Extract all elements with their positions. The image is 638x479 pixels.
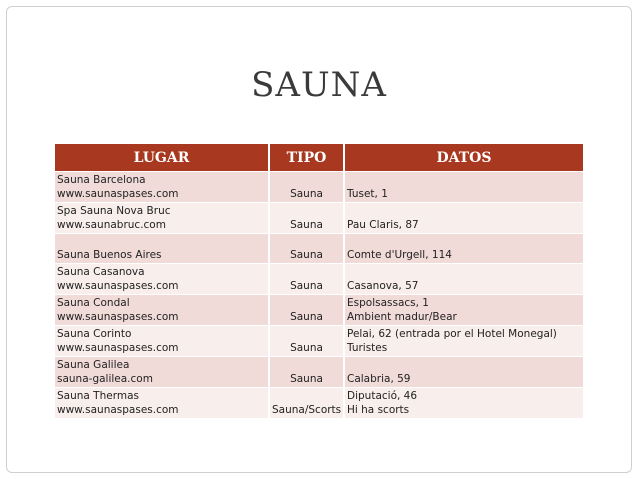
datos-note: Ambient madur/Bear [347,311,457,323]
lugar-name: Sauna Buenos Aires [57,249,162,261]
table-row [55,295,583,326]
cell-tipo: Sauna [269,172,344,203]
lugar-website: www.saunaspases.com [57,311,179,323]
lugar-name: Sauna Condal [57,297,130,309]
cell-tipo: Sauna [269,203,344,234]
cell-lugar [55,264,269,295]
header-datos: DATOS [344,144,583,172]
cell-datos [344,295,583,326]
cell-lugar [55,326,269,357]
slide-title: SAUNA [251,65,387,105]
cell-datos [344,234,583,264]
lugar-name: Sauna Corinto [57,328,132,340]
lugar-name: Sauna Galilea [57,359,130,371]
lugar-website: www.saunaspases.com [57,404,179,416]
datos-note: Turistes [347,342,388,354]
table-row [55,172,583,203]
datos-address: Tuset, 1 [347,188,388,200]
cell-lugar [55,295,269,326]
cell-datos [344,388,583,419]
table-header-row [55,144,583,172]
cell-datos [344,172,583,203]
cell-lugar [55,203,269,234]
cell-tipo: Sauna [269,357,344,388]
lugar-website: www.saunabruc.com [57,219,166,231]
cell-tipo: Sauna/Scorts [269,388,344,419]
header-tipo: TIPO [269,144,344,172]
lugar-website: sauna-galilea.com [57,373,153,385]
cell-lugar [55,357,269,388]
table-row [55,388,583,419]
cell-tipo: Sauna [269,326,344,357]
cell-datos [344,357,583,388]
datos-address: Calabria, 59 [347,373,411,385]
cell-tipo: Sauna [269,264,344,295]
datos-address: Comte d'Urgell, 114 [347,249,452,261]
table-row [55,326,583,357]
cell-lugar [55,234,269,264]
sauna-table-container [55,144,583,418]
cell-lugar [55,172,269,203]
datos-address: Pau Claris, 87 [347,219,419,231]
datos-address: Diputació, 46 [347,390,418,402]
table-row [55,203,583,234]
datos-address: Casanova, 57 [347,280,419,292]
lugar-name: Sauna Casanova [57,266,145,278]
lugar-website: www.saunaspases.com [57,342,179,354]
table-body [55,172,583,419]
cell-lugar [55,388,269,419]
cell-datos [344,326,583,357]
header-lugar: LUGAR [55,144,269,172]
datos-address: Espolsassacs, 1 [347,297,429,309]
datos-note: Hi ha scorts [347,404,410,416]
sauna-table [55,144,583,418]
lugar-website: www.saunaspases.com [57,188,179,200]
table-row [55,357,583,388]
lugar-website: www.saunaspases.com [57,280,179,292]
lugar-name: Sauna Barcelona [57,174,146,186]
datos-address: Pelai, 62 (entrada por el Hotel Monegal) [347,328,557,340]
cell-datos [344,203,583,234]
cell-tipo: Sauna [269,295,344,326]
lugar-name: Spa Sauna Nova Bruc [57,205,171,217]
lugar-name: Sauna Thermas [57,390,139,402]
table-row [55,264,583,295]
cell-tipo: Sauna [269,234,344,264]
table-row [55,234,583,264]
cell-datos [344,264,583,295]
